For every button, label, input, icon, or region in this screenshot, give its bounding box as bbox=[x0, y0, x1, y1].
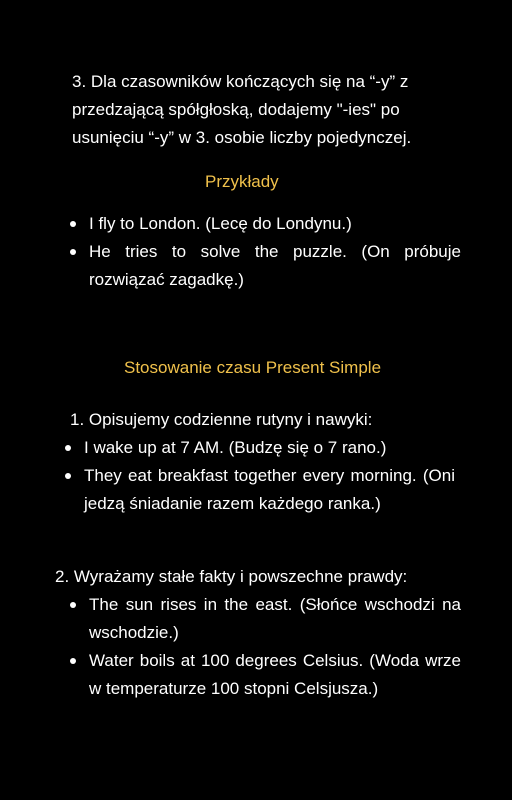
bullet-icon bbox=[70, 221, 76, 227]
rule-3-line-3: usunięciu “-y” w 3. osobie liczby pojedynczej. bbox=[72, 128, 412, 147]
examples-heading: Przykłady bbox=[205, 172, 279, 191]
point-2-item-1-text: The sun rises in the east. (Słońce wschodzi na wschodzie.) bbox=[89, 595, 461, 642]
list-item bbox=[84, 434, 455, 462]
bullet-icon bbox=[65, 473, 71, 479]
bullet-icon bbox=[65, 445, 71, 451]
list-item bbox=[89, 591, 461, 647]
examples-list bbox=[89, 210, 461, 294]
bullet-icon bbox=[70, 602, 76, 608]
rule-3-line-1: 3. Dla czasowników kończących się na “-y” z bbox=[72, 72, 409, 91]
point-1-item-2-text: They eat breakfast together every morning. (Oni jedzą śniadanie razem każdego ranka.) bbox=[84, 466, 455, 513]
point-1-list bbox=[84, 434, 455, 518]
point-2-item-2-text: Water boils at 100 degrees Celsius. (Woda wrze w temperaturze 100 stopni Celsjusza.) bbox=[89, 651, 461, 698]
list-item bbox=[84, 462, 455, 518]
point-2-list bbox=[89, 591, 461, 703]
list-item bbox=[89, 647, 461, 703]
point-2-title: 2. Wyrażamy stałe fakty i powszechne prawdy: bbox=[55, 567, 408, 586]
list-item bbox=[89, 210, 461, 238]
point-1-item-1-text: I wake up at 7 AM. (Budzę się o 7 rano.) bbox=[84, 438, 387, 457]
rule-3-paragraph bbox=[72, 68, 492, 152]
usage-heading: Stosowanie czasu Present Simple bbox=[124, 358, 382, 377]
bullet-icon bbox=[70, 658, 76, 664]
bullet-icon bbox=[70, 249, 76, 255]
rule-3-line-2: przedzającą spółgłoską, dodajemy "-ies" po bbox=[72, 100, 400, 119]
example-2-text: He tries to solve the puzzle. (On próbuje rozwiązać zagadkę.) bbox=[89, 242, 461, 289]
point-1-title: 1. Opisujemy codzienne rutyny i nawyki: bbox=[70, 410, 373, 429]
list-item bbox=[89, 238, 461, 294]
example-1-text: I fly to London. (Lecę do Londynu.) bbox=[89, 214, 352, 233]
